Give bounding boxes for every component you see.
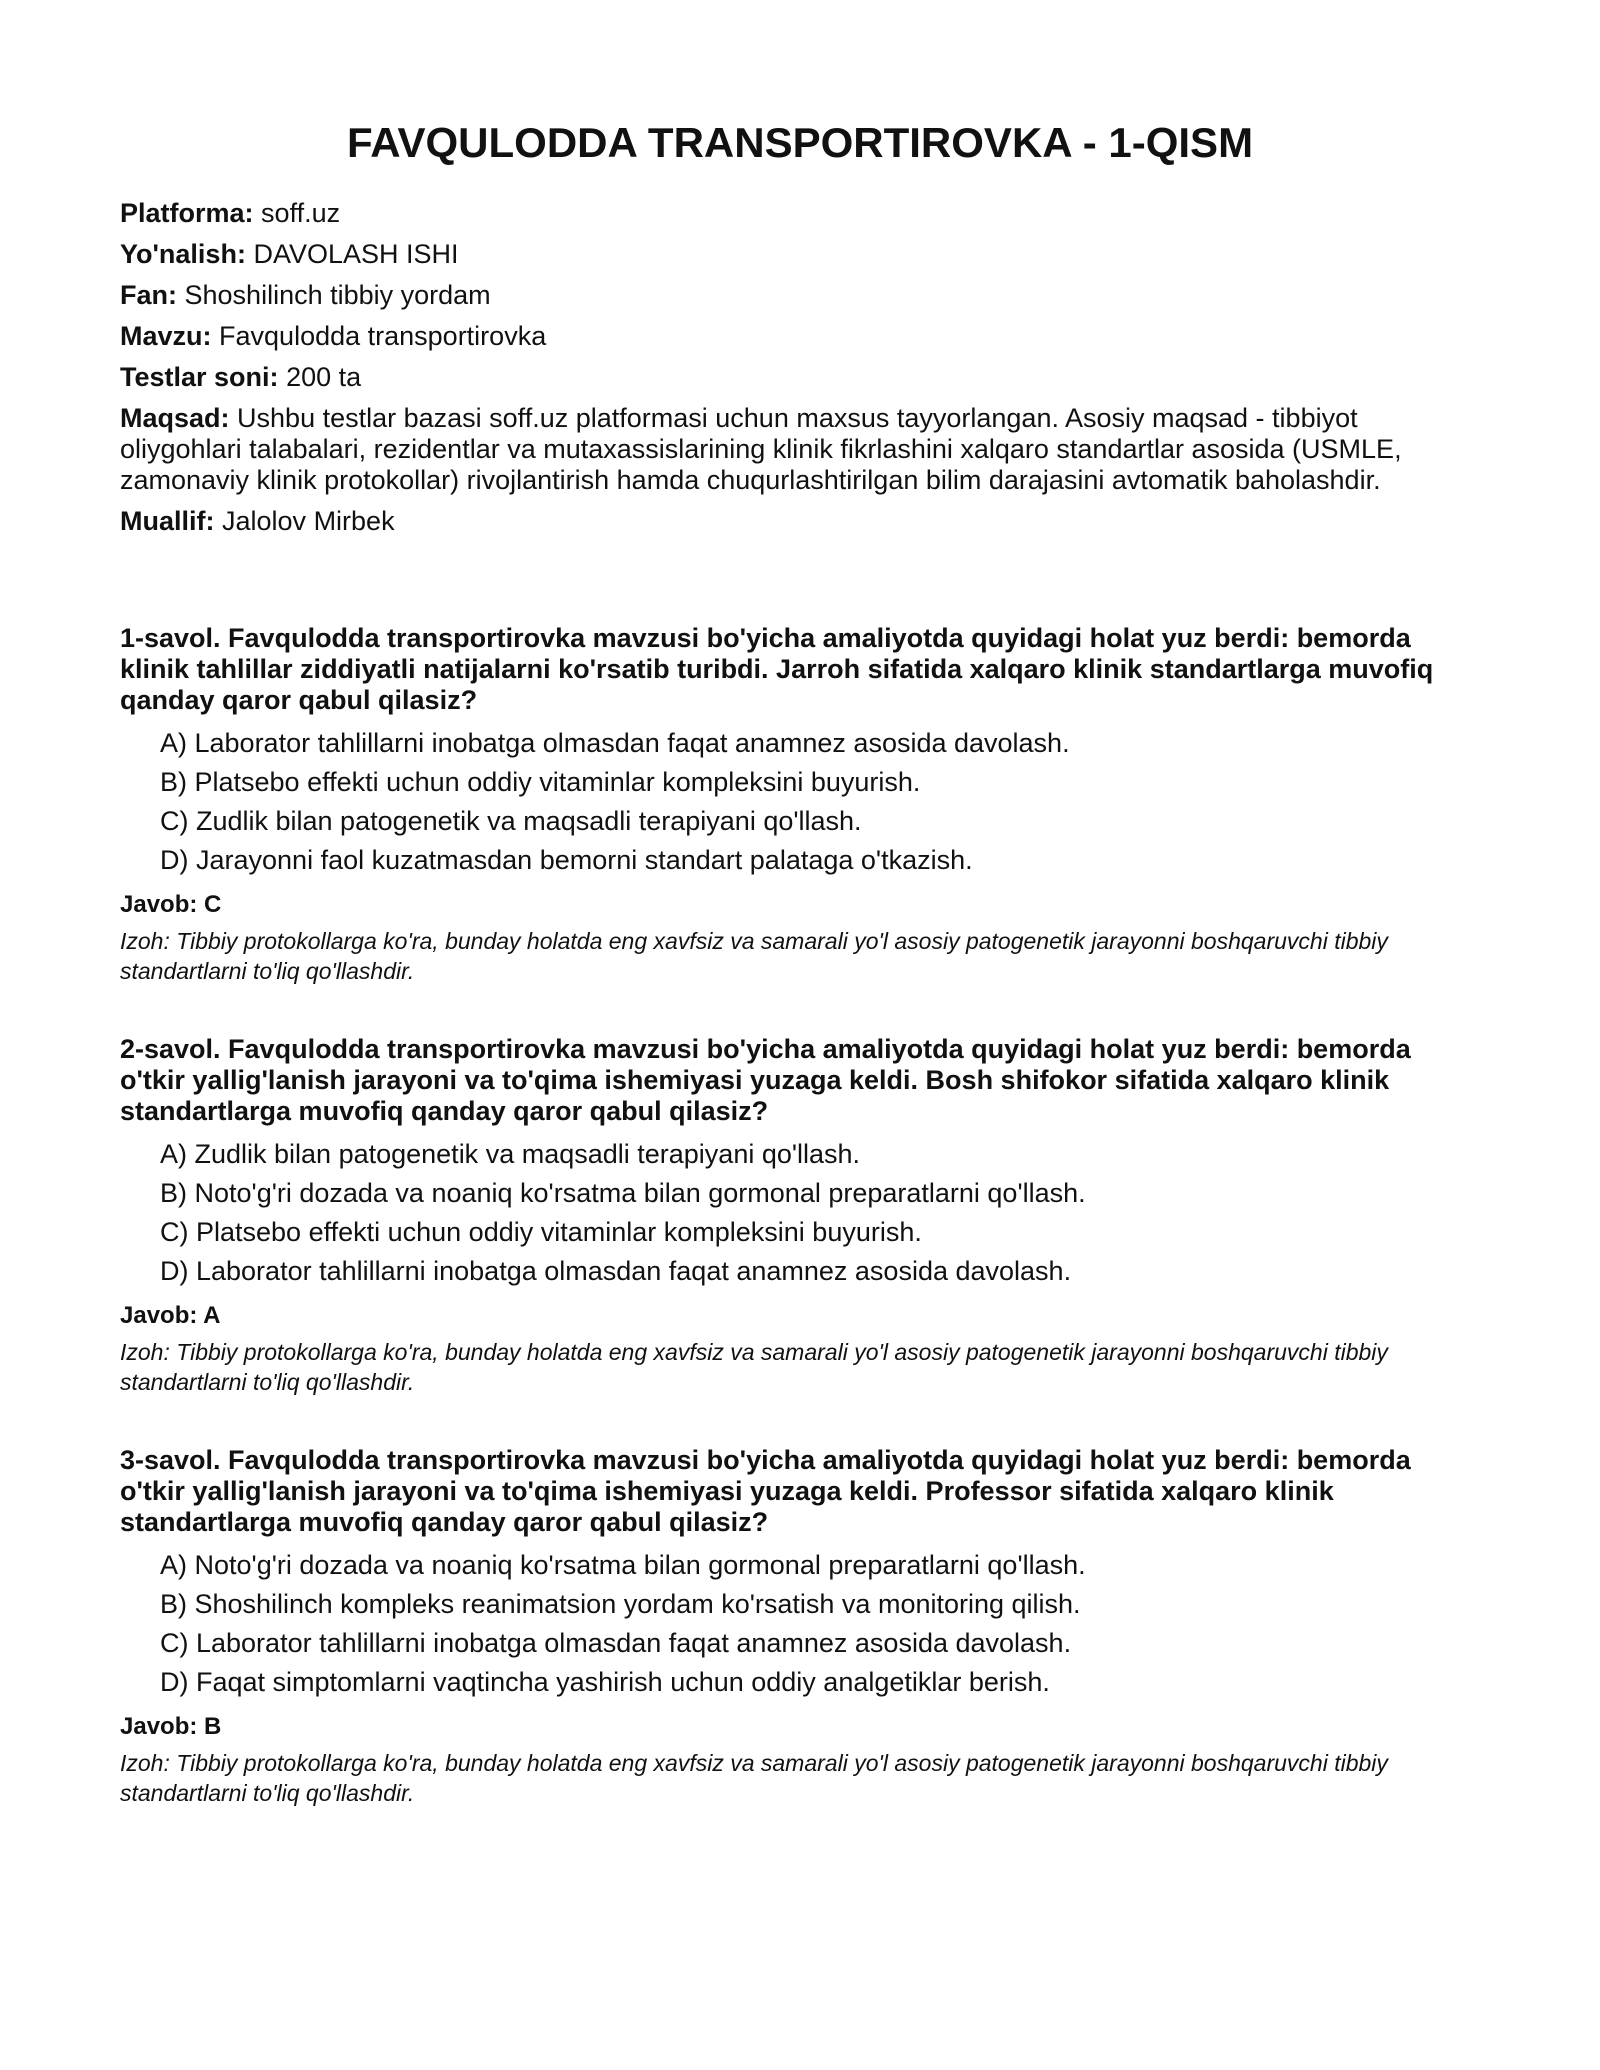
meta-value: 200 ta (286, 362, 362, 393)
option-c: C) Platsebo effekti uchun oddiy vitaminlar kompleksini buyurish. (160, 1217, 922, 1248)
option-b: B) Noto'g'ri dozada va noaniq ko'rsatma bilan gormonal preparatlarni qo'llash. (160, 1178, 1086, 1209)
option-a: A) Laborator tahlillarni inobatga olmasdan faqat anamnez asosida davolash. (160, 728, 1070, 759)
question-text: 1-savol. Favqulodda transportirovka mavzusi bo'yicha amaliyotda quyidagi holat yuz berdi: bemorda klinik tahlillar ziddiyatli natijalarni ko'rsatib turibdi. Jarroh sifatida xalqaro klinik standartlarga muvofiq qanday qaror qabul qilasiz? (120, 623, 1434, 716)
meta-value: Jalolov Mirbek (222, 506, 395, 537)
explanation-note: Izoh: Tibbiy protokollarga ko'ra, bunday holatda eng xavfsiz va samarali yo'l asosiy patogenetik jarayonni boshqaruvchi tibbiy standartlarni to'liq qo'llashdir. (120, 1339, 1388, 1396)
meta-key: Muallif: (120, 506, 215, 537)
question-text: 3-savol. Favqulodda transportirovka mavzusi bo'yicha amaliyotda quyidagi holat yuz berdi: bemorda o'tkir yallig'lanish jarayoni va to'qima ishemiyasi yuzaga keldi. Professor sifatida xalqaro klinik standartlarga muvofiq qanday qaror qabul qilasiz? (120, 1445, 1411, 1538)
option-d: D) Jarayonni faol kuzatmasdan bemorni standart palataga o'tkazish. (160, 845, 973, 876)
meta-value: soff.uz (261, 198, 341, 229)
question-text: 2-savol. Favqulodda transportirovka mavzusi bo'yicha amaliyotda quyidagi holat yuz berdi: bemorda o'tkir yallig'lanish jarayoni va to'qima ishemiyasi yuzaga keldi. Bosh shifokor sifatida xalqaro klinik standartlarga muvofiq qanday qaror qabul qilasiz? (120, 1034, 1411, 1127)
question-3 (120, 1445, 1480, 1808)
metadata-section (120, 198, 1480, 537)
option-d: D) Faqat simptomlarni vaqtincha yashirish uchun oddiy analgetiklar berish. (160, 1667, 1050, 1698)
answer-label: Javob: C (120, 891, 222, 919)
answer-label: Javob: A (120, 1302, 221, 1330)
document-title: FAVQULODDA TRANSPORTIROVKA - 1-QISM (346, 119, 1254, 166)
explanation-note: Izoh: Tibbiy protokollarga ko'ra, bunday holatda eng xavfsiz va samarali yo'l asosiy patogenetik jarayonni boshqaruvchi tibbiy standartlarni to'liq qo'llashdir. (120, 928, 1388, 985)
meta-key: Yo'nalish: (120, 239, 246, 270)
option-d: D) Laborator tahlillarni inobatga olmasdan faqat anamnez asosida davolash. (160, 1256, 1072, 1287)
option-b: B) Platsebo effekti uchun oddiy vitaminlar kompleksini buyurish. (160, 767, 921, 798)
option-a: A) Zudlik bilan patogenetik va maqsadli terapiyani qo'llash. (160, 1139, 861, 1170)
answer-label: Javob: B (120, 1713, 222, 1741)
meta-yonalish (120, 239, 1480, 270)
questions-list (120, 623, 1480, 1808)
meta-maqsad (120, 403, 1480, 496)
meta-key: Mavzu: (120, 321, 212, 352)
explanation-note: Izoh: Tibbiy protokollarga ko'ra, bunday holatda eng xavfsiz va samarali yo'l asosiy patogenetik jarayonni boshqaruvchi tibbiy standartlarni to'liq qo'llashdir. (120, 1750, 1388, 1807)
options-list (120, 1550, 1480, 1698)
option-c: C) Zudlik bilan patogenetik va maqsadli terapiyani qo'llash. (160, 806, 862, 837)
meta-key: Maqsad: (120, 403, 230, 434)
meta-value: Ushbu testlar bazasi soff.uz platformasi uchun maxsus tayyorlangan. Asosiy maqsad - tibbiyot oliygohlari talabalari, rezidentlar va mutaxassislarining klinik fikrlashini xalqaro standartlar asosida (USMLE, zamonaviy klinik protokollar) rivojlantirish hamda chuqurlashtirilgan bilim darajasini avtomatik baholashdir. (120, 403, 1402, 496)
question-2 (120, 1034, 1480, 1397)
meta-key: Platforma: (120, 198, 254, 229)
meta-value: Favqulodda transportirovka (219, 321, 547, 352)
meta-fan (120, 280, 1480, 311)
option-c: C) Laborator tahlillarni inobatga olmasdan faqat anamnez asosida davolash. (160, 1628, 1072, 1659)
meta-key: Fan: (120, 280, 177, 311)
meta-value: Shoshilinch tibbiy yordam (184, 280, 491, 311)
option-b: B) Shoshilinch kompleks reanimatsion yordam ko'rsatish va monitoring qilish. (160, 1589, 1081, 1620)
meta-mavzu (120, 321, 1480, 352)
meta-muallif (120, 506, 1480, 537)
meta-platforma (120, 198, 1480, 229)
meta-testlar-soni (120, 362, 1480, 393)
meta-value: DAVOLASH ISHI (253, 239, 459, 270)
meta-key: Testlar soni: (120, 362, 279, 393)
question-1 (120, 623, 1480, 986)
options-list (120, 1139, 1480, 1287)
option-a: A) Noto'g'ri dozada va noaniq ko'rsatma bilan gormonal preparatlarni qo'llash. (160, 1550, 1086, 1581)
document-page (120, 118, 1480, 1856)
options-list (120, 728, 1480, 876)
